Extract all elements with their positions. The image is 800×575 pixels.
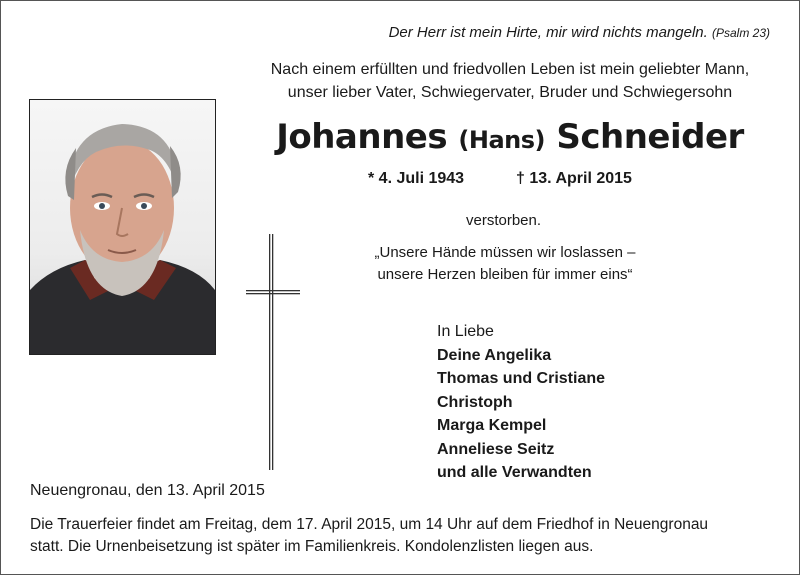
latin-cross-icon — [244, 232, 304, 477]
birth-date: * 4. Juli 1943 — [368, 170, 465, 187]
intro-line-1: Nach einem erfüllten und friedvollen Leben ist mein geliebter Mann, — [270, 61, 750, 78]
motto-text: Der Herr ist mein Hirte, mir wird nichts mangeln. — [388, 24, 708, 41]
first-name: Johannes — [276, 117, 448, 157]
deceased-name — [230, 117, 790, 157]
quote-line-2: unsere Herzen bleiben für immer eins“ — [377, 266, 633, 283]
family-member: Deine Angelika — [437, 346, 552, 364]
family-member: und alle Verwandten — [437, 464, 592, 481]
passed-text: verstorben. — [466, 212, 542, 229]
family-label: In Liebe — [437, 323, 494, 340]
death-date: † 13. April 2015 — [516, 170, 632, 187]
funeral-notice — [30, 514, 780, 558]
quote-line-1: „Unsere Hände müssen wir loslassen – — [374, 244, 636, 261]
portrait-photo — [29, 99, 216, 355]
portrait-illustration — [30, 100, 215, 354]
family-list — [437, 320, 605, 485]
notice-line-2: statt. Die Urnenbeisetzung ist später im Familienkreis. Kondolenzlisten liegen aus. — [30, 538, 594, 555]
place-date: Neuengronau, den 13. April 2015 — [30, 482, 265, 499]
family-member: Marga Kempel — [437, 417, 547, 434]
notice-line-1: Die Trauerfeier findet am Freitag, dem 17. April 2015, um 14 Uhr auf dem Friedhof in Neuengronau — [30, 516, 709, 533]
family-member: Christoph — [437, 393, 513, 411]
intro-text — [230, 58, 790, 104]
motto-reference: (Psalm 23) — [711, 26, 770, 40]
nickname: (Hans) — [458, 126, 546, 154]
last-name: Schneider — [556, 117, 744, 157]
family-member: Thomas und Cristiane — [437, 370, 606, 387]
psalm-motto — [389, 24, 770, 41]
memorial-quote — [325, 242, 685, 286]
intro-line-2: unser lieber Vater, Schwiegervater, Bruder und Schwiegersohn — [287, 84, 733, 101]
family-member: Anneliese Seitz — [437, 440, 555, 458]
